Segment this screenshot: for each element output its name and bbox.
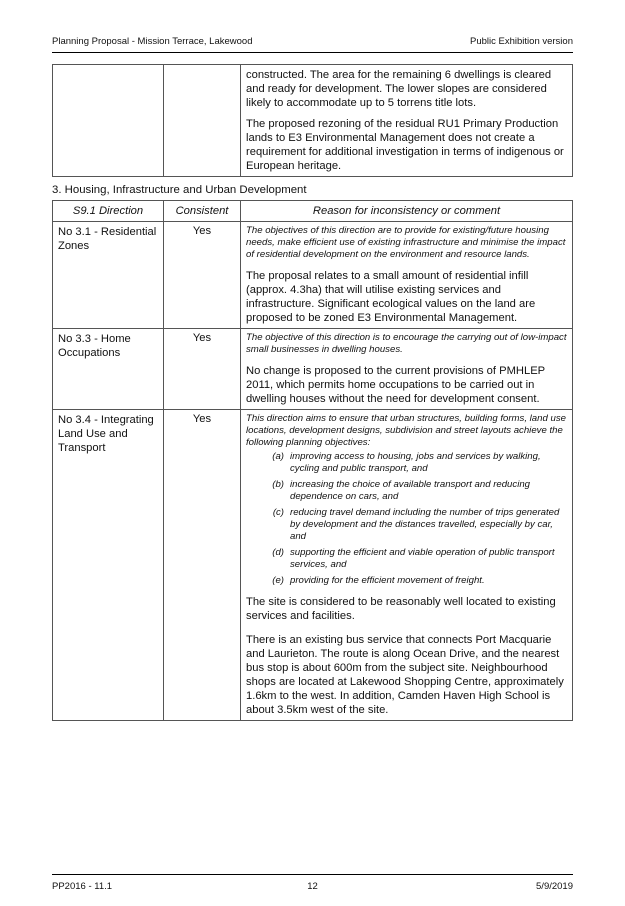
comment-cell (241, 410, 573, 721)
table-row (53, 222, 573, 329)
column-header: Reason for inconsistency or comment (241, 201, 573, 222)
comment-cell (241, 65, 573, 177)
section-title: 3. Housing, Infrastructure and Urban Development (52, 184, 307, 196)
comment-paragraph: There is an existing bus service that connects Port Macquarie and Laurieton. The route is along Ocean Drive, and the nearest bus stop is about 600m from the subject site. Neighbourhood shops are located at Lakewood Shopping Centre, approximately 1.6km to the west. In addition, Camden Haven High School is about 3.5km west of the site. (246, 634, 564, 716)
list-item-text: providing for the efficient movement of freight. (290, 575, 485, 586)
list-marker: (a) (272, 451, 284, 462)
comment-paragraph: No change is proposed to the current provisions of PMHLEP 2011, which permits home occupations to be carried out in dwelling houses without the need for development consent. (246, 365, 545, 405)
directions-table (52, 200, 573, 721)
column-header: S9.1 Direction (53, 201, 164, 222)
comment-paragraph: The proposal relates to a small amount of residential infill (approx. 4.3ha) that will utilise existing services and infrastructure. Significant ecological values on the land are proposed to be zoned E3 Environmental Management. (246, 270, 536, 324)
continued-table (52, 64, 573, 177)
list-item-text: improving access to housing, jobs and services by walking, cycling and public transport, and (290, 451, 541, 474)
list-item-text: reducing travel demand including the number of trips generated by development and the distances travelled, especially by car, and (290, 507, 560, 542)
table-row (53, 410, 573, 721)
direction-objective: The objectives of this direction are to provide for existing/future housing needs, make efficient use of existing infrastructure and minimise the impact of residential development on the environment and resource lands. (246, 225, 566, 260)
table-row (53, 329, 573, 410)
comment-cell (241, 222, 573, 329)
objectives-list (246, 451, 567, 587)
list-item-text: increasing the choice of available transport and reducing dependence on cars, and (290, 479, 530, 502)
footer-date: 5/9/2019 (536, 881, 573, 892)
header-version: Public Exhibition version (470, 36, 573, 47)
list-marker: (b) (272, 479, 284, 490)
consistent-cell: Yes (164, 410, 241, 721)
direction-cell: No 3.1 - Residential Zones (53, 222, 164, 329)
consistent-cell: Yes (164, 222, 241, 329)
footer-document-id: PP2016 - 11.1 (52, 881, 113, 892)
list-item (246, 507, 567, 543)
list-item (246, 575, 567, 587)
header-document-title: Planning Proposal - Mission Terrace, Lakewood (52, 36, 253, 47)
page-number: 12 (307, 881, 318, 892)
page-header (52, 36, 573, 47)
direction-cell: No 3.4 - Integrating Land Use and Transport (53, 410, 164, 721)
comment-paragraph: constructed. The area for the remaining 6 dwellings is cleared and ready for development. The lower slopes are considered likely to accommodate up to 5 torrens title lots. (246, 69, 552, 109)
column-header: Consistent (164, 201, 241, 222)
footer-rule (52, 874, 573, 875)
empty-cell (53, 65, 164, 177)
comment-cell (241, 329, 573, 410)
list-item (246, 479, 567, 503)
table-row (53, 65, 573, 177)
list-marker: (e) (272, 575, 284, 586)
list-item (246, 547, 567, 571)
list-marker: (d) (272, 547, 284, 558)
consistent-cell: Yes (164, 329, 241, 410)
list-item (246, 451, 567, 475)
comment-paragraph: The site is considered to be reasonably well located to existing services and facilities. (246, 596, 556, 622)
direction-cell: No 3.3 - Home Occupations (53, 329, 164, 410)
direction-objective: This direction aims to ensure that urban structures, building forms, land use locations, development designs, subdivision and street layouts achieve the following planning objectives: (246, 413, 566, 448)
list-marker: (c) (272, 507, 284, 518)
table-header-row (53, 201, 573, 222)
header-rule (52, 52, 573, 53)
list-item-text: supporting the efficient and viable operation of public transport services, and (290, 547, 555, 570)
comment-paragraph: The proposed rezoning of the residual RU1 Primary Production lands to E3 Environmental Management does not create a requirement for additional investigation in terms of indigenous or European heritage. (246, 118, 564, 172)
empty-cell (164, 65, 241, 177)
direction-objective: The objective of this direction is to encourage the carrying out of low-impact small businesses in dwelling houses. (246, 332, 567, 355)
